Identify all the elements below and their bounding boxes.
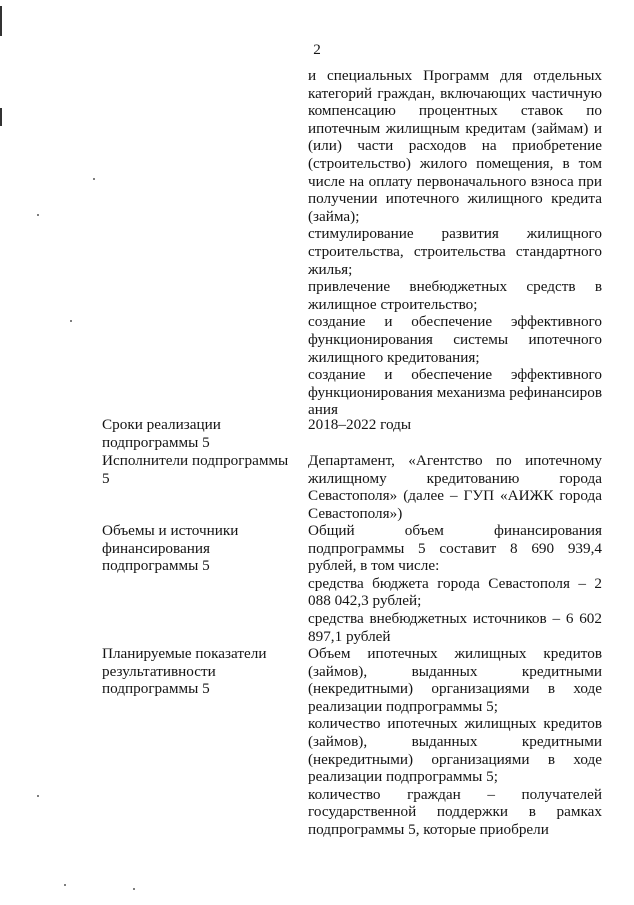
funding-extra-budgetary: средства внебюджетных источников – 6 602 897,1 рублей (308, 609, 602, 645)
scan-edge-mark-middle (0, 108, 2, 126)
scan-speck (93, 178, 95, 180)
executors-text: Департамент, «Агентство по ипотечному жилищному кредитованию города Севастополя» (далее – ГУП «АИЖК города Севастополя») (308, 452, 602, 522)
scan-speck (37, 795, 39, 797)
row-label-funding: Объемы и источники финансирования подпрограммы 5 (102, 522, 239, 575)
row-label-executors: Исполнители подпрограммы 5 (102, 452, 289, 487)
continuation-paragraph: стимулирование развития жилищного строительства, строительства стандартного жилья; (308, 225, 602, 278)
scan-speck (64, 884, 66, 886)
continuation-paragraph: создание и обеспечение эффективного функционирования системы ипотечного жилищного кредитования; (308, 313, 602, 366)
indicator-item: количество граждан – получателей государственной поддержки в рамках подпрограммы 5, которые приобрели (308, 785, 602, 838)
row-content-executors (308, 452, 602, 522)
funding-total: Общий объем финансирования подпрограммы 5 составит 8 690 939,4 рублей, в том числе: (308, 522, 602, 575)
scan-edge-mark-top (0, 6, 2, 36)
continuation-paragraph: создание и обеспечение эффективного функционирования механизма рефинансиров ания (308, 366, 602, 419)
indicator-item: количество ипотечных жилищных кредитов (займов), выданных кредитными (некредитными) организациями в ходе реализации подпрограммы 5; (308, 715, 602, 786)
scan-speck (133, 888, 135, 890)
continuation-block (308, 67, 602, 419)
scan-speck (70, 320, 72, 322)
funding-city-budget: средства бюджета города Севастополя – 2 088 042,3 рублей; (308, 574, 602, 610)
scan-speck (37, 214, 39, 216)
timeframe-value: 2018–2022 годы (308, 416, 412, 433)
indicator-item: Объем ипотечных жилищных кредитов (займов), выданных кредитными (некредитными) организациями в ходе реализации подпрограммы 5; (308, 645, 602, 715)
row-content-timeframe (308, 416, 602, 434)
row-label-timeframe: Сроки реализации подпрограммы 5 (102, 416, 221, 451)
continuation-paragraph: и специальных Программ для отдельных категорий граждан, включающих частичную компенсацию процентных ставок по ипотечным жилищным кредитам (займам) и (или) части расходов на приобретение (строительство) жилого помещения, в том числе на оплату первоначального взноса при получении ипотечного жилищного кредита (займа); (308, 67, 602, 225)
row-label-indicators: Планируемые показатели результативности подпрограммы 5 (102, 645, 267, 698)
row-content-funding (308, 522, 602, 645)
page-number: 2 (313, 41, 321, 58)
row-content-indicators (308, 645, 602, 839)
continuation-paragraph: привлечение внебюджетных средств в жилищное строительство; (308, 278, 602, 313)
